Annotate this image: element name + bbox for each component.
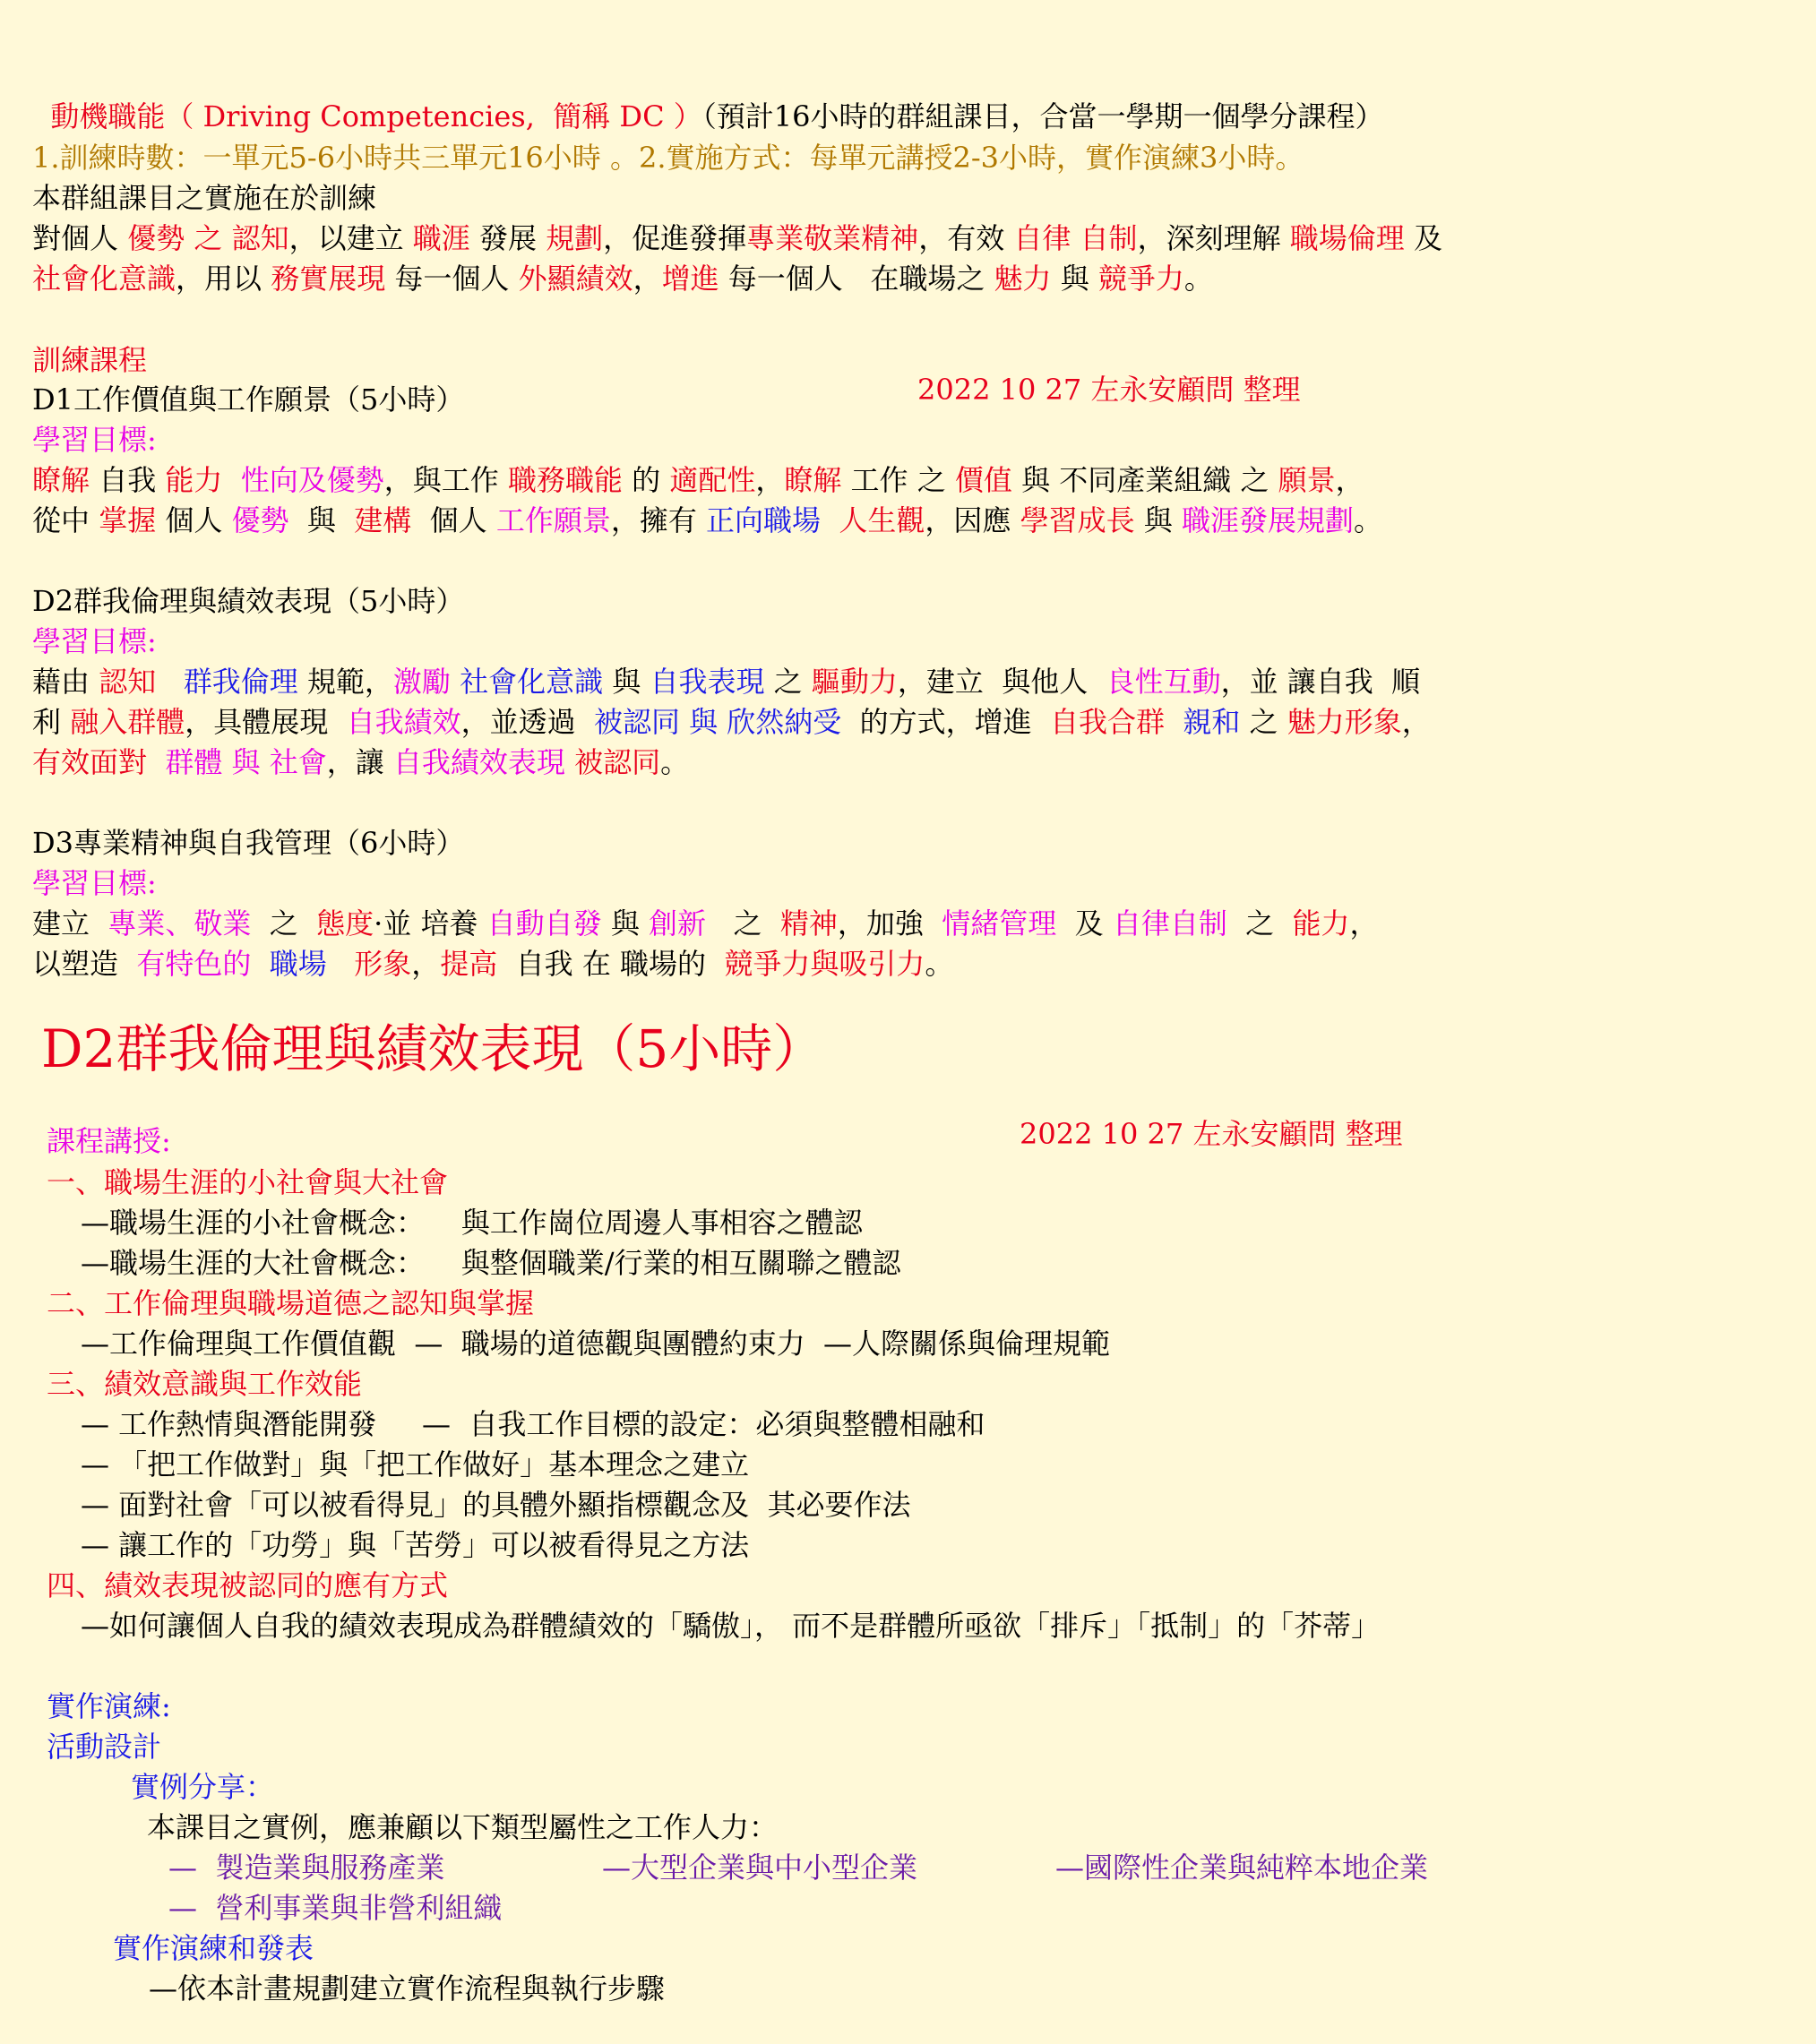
text-run: ，與工作 xyxy=(383,463,508,497)
text-run: 自律 自制 xyxy=(1013,221,1138,255)
text-run: 外顯績效 xyxy=(518,262,633,296)
section-heading-3: 三、績效意識與工作效能 xyxy=(47,1367,363,1401)
text-run: 自我 xyxy=(90,463,166,497)
text-run: 增進 xyxy=(661,262,719,296)
date-note-bottom: 2022 10 27 左永安顧問 整理 xyxy=(1020,1117,1403,1151)
text-run: 競爭力與吸引力 xyxy=(724,947,925,981)
text-run: 社會化意識 xyxy=(32,262,176,296)
text-run: ， xyxy=(633,262,662,296)
text-run: 態度 xyxy=(316,906,374,940)
text-run: 自我績效表現 xyxy=(392,745,565,779)
text-run: 建立 xyxy=(32,906,108,940)
text-run: 。 xyxy=(925,947,954,981)
text-run: ，深刻理解 xyxy=(1137,221,1290,255)
text-run xyxy=(565,745,574,779)
text-run xyxy=(222,463,240,497)
text-run xyxy=(821,503,839,537)
text-run: 自動自發 xyxy=(486,906,602,940)
text-run: 形象 xyxy=(354,947,412,981)
d3-title: D3專業精神與自我管理（6小時） xyxy=(32,826,465,860)
text-run: ， xyxy=(411,947,441,981)
intro-title: 動機職能（ Driving Competencies, 簡稱 DC ） xyxy=(50,99,702,133)
text-run: 與 xyxy=(603,665,650,699)
text-run: 良性互動 xyxy=(1106,665,1221,699)
text-run: 群我倫理 xyxy=(183,665,298,699)
intro-objective-line-2 xyxy=(32,259,1213,298)
d2-goal-line-3 xyxy=(32,743,689,782)
text-run: 的方式，增進 xyxy=(841,705,1050,739)
text-run xyxy=(451,665,460,699)
text-run: 掌握 xyxy=(99,503,157,537)
text-run: 工作 之 xyxy=(841,463,955,497)
text-run: 職務職能 xyxy=(507,463,623,497)
text-run: 與 xyxy=(1134,503,1182,537)
section-3-item-c: — 面對社會「可以被看得見」的具體外顯指標觀念及 其必要作法 xyxy=(81,1488,911,1522)
text-run: 被認同 與 欣然納受 xyxy=(593,705,842,739)
d3-goal-line-1 xyxy=(32,904,1379,943)
text-run: 之 xyxy=(706,906,780,940)
text-run: ， xyxy=(755,463,785,497)
text-run: 融入群體 xyxy=(70,705,185,739)
text-run: 能力 xyxy=(1292,906,1350,940)
section-2-item-a: —工作倫理與工作價值觀 — 職場的道德觀與團體約束力 —人際關係與倫理規範 xyxy=(81,1327,1111,1361)
d2-goal-label: 學習目標: xyxy=(32,624,157,658)
type-manufacturing: — 製造業與服務產業 xyxy=(168,1851,445,1885)
text-run: 社會化意識 xyxy=(460,665,604,699)
lecture-label: 課程講授: xyxy=(47,1124,171,1158)
text-run: 與 xyxy=(288,503,355,537)
text-run: 能力 xyxy=(165,463,223,497)
text-run: ，加強 xyxy=(837,906,942,940)
text-run: 藉由 xyxy=(32,665,99,699)
text-run: 專業、敬業 xyxy=(108,906,252,940)
text-run: 之 xyxy=(185,221,232,255)
text-run: 務實展現 xyxy=(271,262,386,296)
text-run: 以塑造 xyxy=(32,947,137,981)
text-run: ， xyxy=(1335,463,1364,497)
text-run: 專業敬業精神 xyxy=(746,221,919,255)
text-run: 建構 xyxy=(354,503,412,537)
date-note-top: 2022 10 27 左永安顧問 整理 xyxy=(917,373,1301,407)
text-run: 之 xyxy=(251,906,317,940)
section-heading-1: 一、職場生涯的小社會與大社會 xyxy=(47,1165,449,1199)
text-run: 每一個人 xyxy=(385,262,519,296)
text-run: 自律自制 xyxy=(1112,906,1227,940)
text-run: 優勢 xyxy=(231,503,289,537)
d2-goal-line-1 xyxy=(32,662,1420,701)
text-run: 有效面對 xyxy=(32,745,148,779)
d1-goal-label: 學習目標: xyxy=(32,423,157,457)
text-run: 之 xyxy=(1226,906,1293,940)
text-run xyxy=(156,665,184,699)
section-3-item-b: — 「把工作做對」與「把工作做好」基本理念之建立 xyxy=(81,1447,750,1481)
intro-objective-line-1 xyxy=(32,219,1442,258)
d2-title: D2群我倫理與績效表現（5小時） xyxy=(32,584,465,618)
text-run: ，讓 xyxy=(326,745,393,779)
present-text: —依本計畫規劃建立實作流程與執行步驟 xyxy=(149,1971,666,2005)
text-run: 與 不同產業組織 之 xyxy=(1011,463,1278,497)
text-run: 自我 在 職場的 xyxy=(497,947,725,981)
text-run: ，並 讓自我 順 xyxy=(1220,665,1421,699)
text-run: 瞭解 xyxy=(784,463,842,497)
d2-goal-line-2 xyxy=(32,702,1431,742)
text-run: 。 xyxy=(1183,262,1213,296)
text-run: 發展 xyxy=(469,221,547,255)
text-run xyxy=(251,947,269,981)
text-run: 從中 xyxy=(32,503,99,537)
text-run: 適配性 xyxy=(669,463,756,497)
d1-goal-line-1 xyxy=(32,460,1364,500)
text-run: 驅動力 xyxy=(811,665,898,699)
text-run: 的 xyxy=(622,463,670,497)
section-3-item-d: — 讓工作的「功勞」與「苦勞」可以被看得見之方法 xyxy=(81,1528,750,1562)
text-run: 瞭解 xyxy=(32,463,90,497)
text-run: 之 xyxy=(764,665,812,699)
text-run: 提高 xyxy=(440,947,498,981)
text-run: 及 xyxy=(1404,221,1442,255)
text-run: ，用以 xyxy=(176,262,271,296)
d1-title: D1工作價值與工作願景（5小時） xyxy=(32,382,465,417)
practice-label: 實作演練: xyxy=(47,1689,171,1723)
text-run: 優勢 xyxy=(127,221,185,255)
text-run: 。 xyxy=(1353,503,1382,537)
text-run: 個人 xyxy=(411,503,496,537)
text-run: 創新 xyxy=(649,906,707,940)
training-heading: 訓練課程 xyxy=(32,343,148,377)
text-run: ，有效 xyxy=(918,221,1014,255)
text-run: 規劃 xyxy=(546,221,604,255)
section-heading-4: 四、績效表現被認同的應有方式 xyxy=(47,1568,449,1602)
text-run: 正向職場 xyxy=(706,503,822,537)
text-run: 情緒管理 xyxy=(942,906,1057,940)
text-run: 職涯 xyxy=(412,221,470,255)
section-3-item-a: — 工作熱情與潛能開發 — 自我工作目標的設定：必須與整體相融和 xyxy=(81,1407,985,1441)
intro-title-line xyxy=(32,57,1384,133)
text-run: ， xyxy=(1401,705,1431,739)
text-run: 魅力 xyxy=(994,262,1052,296)
case-label: 實例分享： xyxy=(131,1770,275,1804)
text-run: ·並 培養 xyxy=(374,906,487,940)
text-run: 之 xyxy=(1240,705,1287,739)
d1-goal-line-2 xyxy=(32,501,1382,540)
text-run: 學習成長 xyxy=(1020,503,1135,537)
text-run: 自我合群 xyxy=(1050,705,1166,739)
text-run: 群體 與 社會 xyxy=(165,745,327,779)
d2-section-title: D2群我倫理與績效表現（5小時） xyxy=(41,1018,825,1079)
activity-label: 活動設計 xyxy=(47,1730,162,1764)
text-run: 願景 xyxy=(1278,463,1336,497)
text-run: 規範， xyxy=(297,665,393,699)
text-run: 與 xyxy=(601,906,649,940)
text-run: 自我績效 xyxy=(346,705,461,739)
text-run: 自我表現 xyxy=(650,665,765,699)
text-run: ，促進發揮 xyxy=(603,221,747,255)
section-4-item-a: —如何讓個人自我的績效表現成為群體績效的「驕傲」， 而不是群體所亟欲「排斥」「抵制」的「芥蒂」 xyxy=(81,1609,1381,1643)
section-1-item-a: —職場生涯的小社會概念： 與工作崗位周邊人事相容之體認 xyxy=(81,1206,863,1240)
case-text: 本課目之實例，應兼顧以下類型屬性之工作人力： xyxy=(147,1810,779,1844)
text-run: 對個人 xyxy=(32,221,128,255)
text-run: ，擁有 xyxy=(610,503,707,537)
present-label: 實作演練和發表 xyxy=(113,1931,314,1965)
text-run: 。 xyxy=(660,745,690,779)
text-run: 認知 xyxy=(99,665,157,699)
text-run: 職涯發展規劃 xyxy=(1181,503,1354,537)
text-run xyxy=(147,745,165,779)
training-info-line: 1.訓練時數：一單元5-6小時共三單元16小時 。2.實施方式：每單元講授2-3小時，實作演練3小時。 xyxy=(32,141,1304,175)
text-run: 精神 xyxy=(779,906,838,940)
text-run: 魅力形象 xyxy=(1287,705,1402,739)
intro-purpose-line: 本群組課目之實施在於訓練 xyxy=(32,181,377,215)
text-run: 每一個人 在職場之 xyxy=(719,262,994,296)
text-run: ，具體展現 xyxy=(185,705,347,739)
text-run: 親和 xyxy=(1183,705,1241,739)
section-1-item-b: —職場生涯的大社會概念： 與整個職業/行業的相互關聯之體認 xyxy=(81,1246,901,1280)
text-run: 職場倫理 xyxy=(1289,221,1405,255)
d3-goal-line-2 xyxy=(32,944,953,983)
text-run: 有特色的 xyxy=(136,947,252,981)
text-run: 競爭力 xyxy=(1097,262,1184,296)
section-heading-2: 二、工作倫理與職場道德之認知與掌握 xyxy=(47,1286,535,1320)
text-run: 人生觀 xyxy=(839,503,925,537)
text-run xyxy=(1165,705,1183,739)
text-run: 認知 xyxy=(231,221,289,255)
text-run: ，建立 與他人 xyxy=(897,665,1106,699)
text-run: 與 xyxy=(1051,262,1098,296)
text-run: ，以建立 xyxy=(288,221,413,255)
text-run xyxy=(327,947,355,981)
text-run: 被認同 xyxy=(574,745,661,779)
text-run: 價值 xyxy=(954,463,1012,497)
text-run: 職場 xyxy=(269,947,327,981)
intro-title-note: （預計16小時的群組課目，合當一學期一個學分課程） xyxy=(701,99,1384,133)
text-run: 性向及優勢 xyxy=(240,463,384,497)
text-run: 利 xyxy=(32,705,71,739)
d3-goal-label: 學習目標: xyxy=(32,866,157,900)
text-run: 工作願景 xyxy=(495,503,611,537)
text-run: 個人 xyxy=(156,503,232,537)
text-run: 及 xyxy=(1056,906,1113,940)
text-run: ，因應 xyxy=(925,503,1020,537)
text-run: 激勵 xyxy=(392,665,451,699)
type-nonprofit: — 營利事業與非營利組織 xyxy=(168,1891,503,1925)
type-enterprise-size: —大型企業與中小型企業 xyxy=(602,1851,918,1885)
text-run: ， xyxy=(1349,906,1379,940)
text-run: ，並透過 xyxy=(460,705,594,739)
type-international: —國際性企業與純粹本地企業 xyxy=(1055,1851,1429,1885)
